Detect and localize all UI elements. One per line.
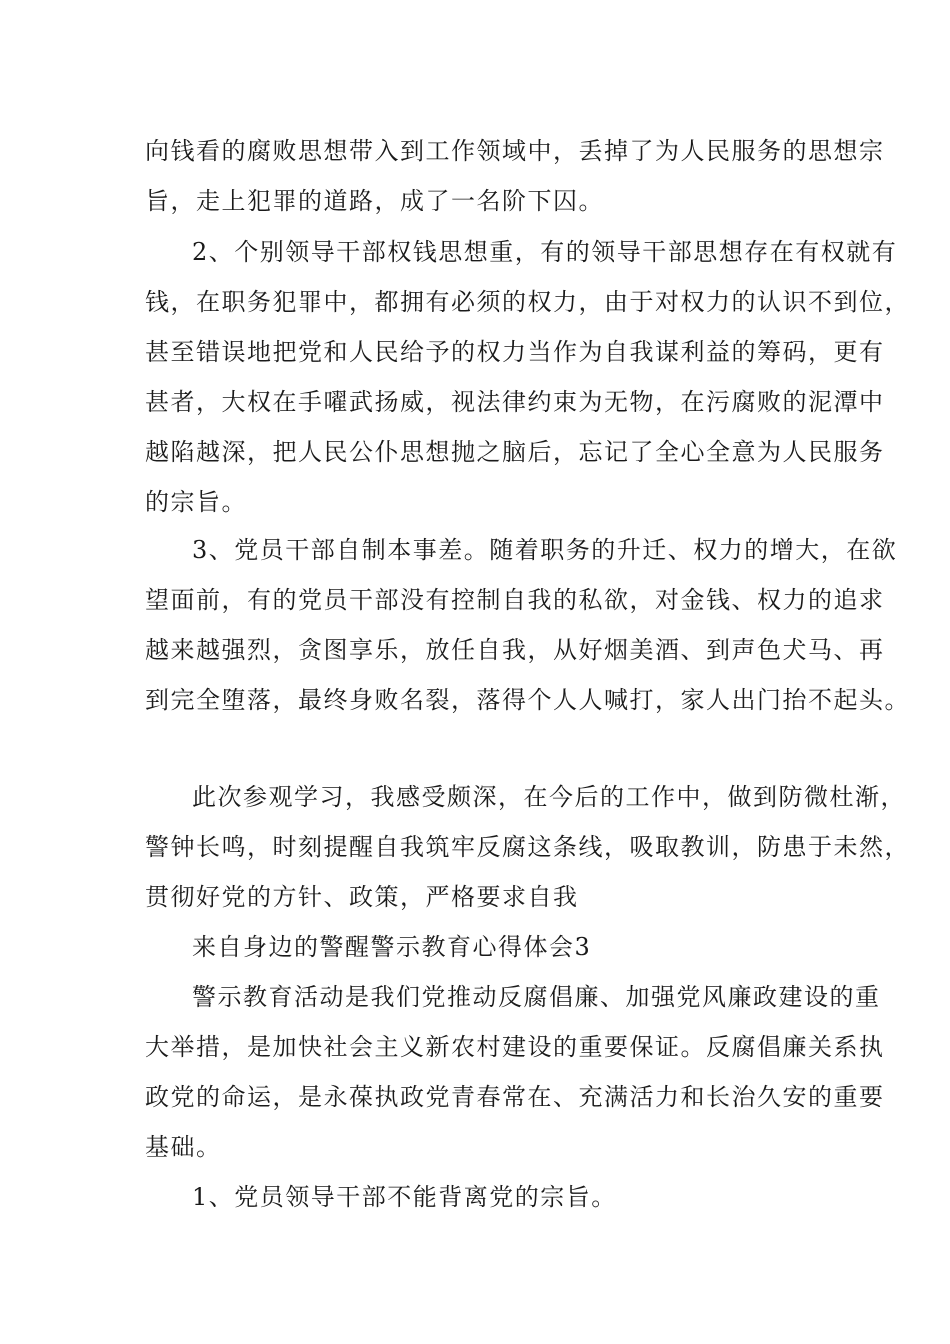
text-line: 钱，在职务犯罪中，都拥有必须的权力，由于对权力的认识不到位， (145, 288, 910, 316)
text-line: 到完全堕落，最终身败名裂，落得个人人喊打，家人出门抬不起头。 (145, 686, 910, 714)
paragraph-start: 警示教育活动是我们党推动反腐倡廉、加强党风廉政建设的重 (192, 983, 881, 1011)
text-line: 甚者，大权在手嚁武扬威，视法律约束为无物，在污腐败的泥潭中 (145, 388, 885, 416)
text-line: 政党的命运，是永葆执政党青春常在、充满活力和长治久安的重要 (145, 1083, 885, 1111)
text-line: 的宗旨。 (145, 488, 247, 516)
text-line: 望面前，有的党员干部没有控制自我的私欲，对金钱、权力的追求 (145, 586, 885, 614)
paragraph-start: 3、党员干部自制本事差。随着职务的升迁、权力的增大，在欲 (192, 536, 898, 564)
text-line: 贯彻好党的方针、政策，严格要求自我 (145, 883, 579, 911)
paragraph-start: 1、党员领导干部不能背离党的宗旨。 (192, 1183, 617, 1211)
text-line: 甚至错误地把党和人民给予的权力当作为自我谋利益的筹码，更有 (145, 338, 885, 366)
text-line: 警钟长鸣，时刻提醒自我筑牢反腐这条线，吸取教训，防患于未然， (145, 833, 910, 861)
section-title: 来自身边的警醒警示教育心得体会3 (192, 933, 592, 961)
paragraph-start: 此次参观学习，我感受颇深，在今后的工作中，做到防微杜渐， (192, 783, 906, 811)
text-line: 向钱看的腐败思想带入到工作领域中，丢掉了为人民服务的思想宗 (145, 137, 885, 165)
text-line: 越陷越深，把人民公仆思想抛之脑后，忘记了全心全意为人民服务 (145, 438, 885, 466)
text-line: 越来越强烈，贪图享乐，放任自我，从好烟美酒、到声色犬马、再 (145, 636, 885, 664)
text-line: 大举措，是加快社会主义新农村建设的重要保证。反腐倡廉关系执 (145, 1033, 885, 1061)
paragraph-start: 2、个别领导干部权钱思想重，有的领导干部思想存在有权就有 (192, 238, 898, 266)
text-line: 旨，走上犯罪的道路，成了一名阶下囚。 (145, 187, 604, 215)
text-line: 基础。 (145, 1133, 222, 1161)
